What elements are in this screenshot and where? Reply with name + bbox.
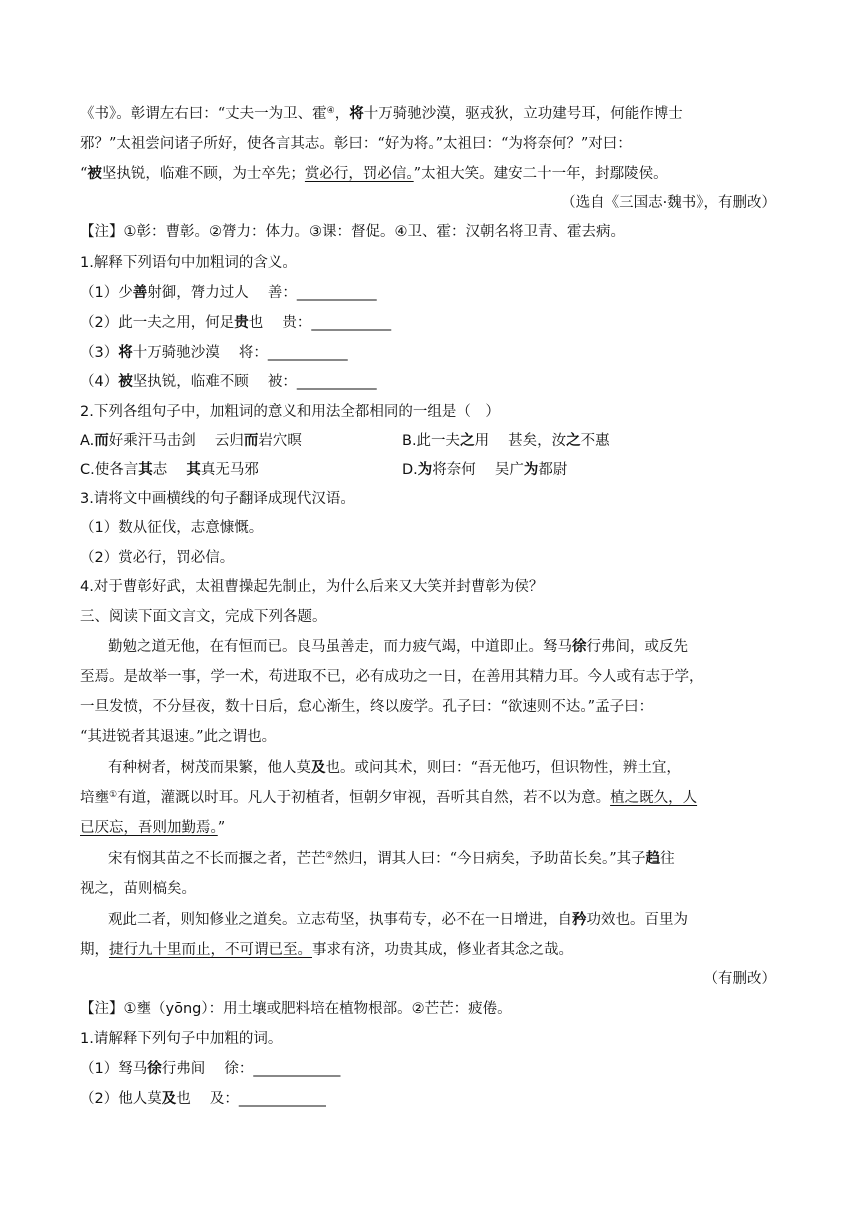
passage1-note: 【注】①彰：曹彰。②膂力：体力。③课：督促。④卫、霍：汉朝名将卫青、霍去病。 bbox=[80, 224, 625, 240]
passage2-p1-line-3: 一旦发愤，不分昼夜，数十日后，怠心渐生，终以废学。孔子曰：“欲速则不达。”孟子曰： bbox=[80, 699, 654, 715]
passage2-p3-line-2: 视之，苗则槁矣。 bbox=[80, 881, 196, 897]
passage2-p1-line-2: 至焉。是故举一事，学一术，苟进取不已，必有成功之一日，在善用其精力耳。今人或有志于学， bbox=[80, 669, 704, 685]
passage2-p2-line-1: 有种树者，树茂而果繁，他人莫及也。或问其术，则曰：“吾无他巧，但识物性，辨土宜， bbox=[108, 759, 681, 776]
q1-title: 1.解释下列语句中加粗词的含义。 bbox=[80, 255, 297, 271]
passage1-source: （选自《三国志·魏书》，有删改） bbox=[561, 195, 776, 211]
q1-item-4: （4）被坚执锐，临难不顾 被：___________ bbox=[80, 374, 377, 390]
passage2-note: 【注】①壅（yōng）：用土壤或肥料培在植物根部。②芒芒：疲倦。 bbox=[80, 1001, 512, 1017]
q1-item-1: （1）少善射御，膂力过人 善：___________ bbox=[80, 285, 377, 301]
passage2-p2-line-2: 培壅①有道，灌溉以时耳。凡人于初植者，恒朝夕审视，吾听其自然，若不以为意。植之既久，人 bbox=[80, 790, 698, 806]
passage2-p1-line-1: 勤勉之道无他，在有恒而已。良马虽善走，而力疲气竭，中道即止。驽马徐行弗间，或反先 bbox=[108, 638, 688, 655]
s3-q1-title: 1.请解释下列句子中加粗的词。 bbox=[80, 1031, 283, 1047]
passage1-line-1: 《书》。彰谓左右曰：“丈夫一为卫、霍④，将十万骑驰沙漠，驱戎狄，立功建号耳，何能作博士 bbox=[80, 105, 683, 122]
underlined-sentence: 植之既久，人 bbox=[610, 790, 698, 806]
passage2-source: （有删改） bbox=[703, 971, 776, 987]
passage1-line-2: 邪？”太祖尝问诸子所好，使各言其志。彰曰：“好为将。”太祖曰：“为将奈何？”对曰： bbox=[80, 136, 632, 152]
q3-item-1: （1）数从征伐，志意慷慨。 bbox=[80, 520, 264, 536]
passage2-p3-line-1: 宋有悯其苗之不长而揠之者，芒芒②然归，谓其人曰：“今日病矣，予助苗长矣。”其子趋往 bbox=[108, 850, 675, 867]
underlined-sentence: 捷行九十里而止，不可谓已至。 bbox=[109, 942, 312, 958]
passage2-p1-line-4: “其进锐者其退速。”此之谓也。 bbox=[80, 729, 277, 745]
q2-option-d: D.为将奈何 吴广为都尉 bbox=[402, 462, 568, 478]
s3-q1-item-2: （2）他人莫及也 及：____________ bbox=[80, 1091, 326, 1107]
q2-option-c: C.使各言其志 其真无马邪 bbox=[80, 462, 259, 478]
underlined-sentence: 已厌忘，吾则加勤焉。 bbox=[80, 820, 218, 836]
passage2-p2-line-3: 已厌忘，吾则加勤焉。” bbox=[80, 820, 226, 836]
passage2-p4-line-1: 观此二者，则知修业之道矣。立志苟坚，执事苟专，必不在一日增进，自矜功效也。百里为 bbox=[108, 911, 688, 928]
q2-option-a: A.而好乘汗马击剑 云归而岩穴暝 bbox=[80, 433, 302, 449]
q4-title: 4.对于曹彰好武，太祖曹操起先制止，为什么后来又大笑并封曹彰为侯？ bbox=[80, 579, 544, 595]
passage1-line-3: “被坚执锐，临难不顾，为士卒先；赏必行，罚必信。”太祖大笑。建安二十一年，封鄢陵侯。 bbox=[80, 165, 668, 182]
q2-title: 2.下列各组句子中，加粗词的意义和用法全都相同的一组是（ ） bbox=[80, 404, 500, 420]
section3-title: 三、阅读下面文言文，完成下列各题。 bbox=[80, 609, 327, 625]
s3-q1-item-1: （1）驽马徐行弗间 徐：____________ bbox=[80, 1061, 341, 1077]
q3-item-2: （2）赏必行，罚必信。 bbox=[80, 550, 235, 566]
q2-option-b: B.此一夫之用 甚矣，汝之不惠 bbox=[402, 433, 610, 449]
passage2-p4-line-2: 期，捷行九十里而止，不可谓已至。事求有济，功贵其成，修业者其念之哉。 bbox=[80, 942, 573, 958]
q1-item-3: （3）将十万骑驰沙漠 将：___________ bbox=[80, 345, 348, 361]
q1-item-2: （2）此一夫之用，何足贵也 贵：___________ bbox=[80, 315, 392, 331]
q3-title: 3.请将文中画横线的句子翻译成现代汉语。 bbox=[80, 491, 355, 507]
underlined-sentence: 赏必行，罚必信。 bbox=[304, 166, 414, 182]
